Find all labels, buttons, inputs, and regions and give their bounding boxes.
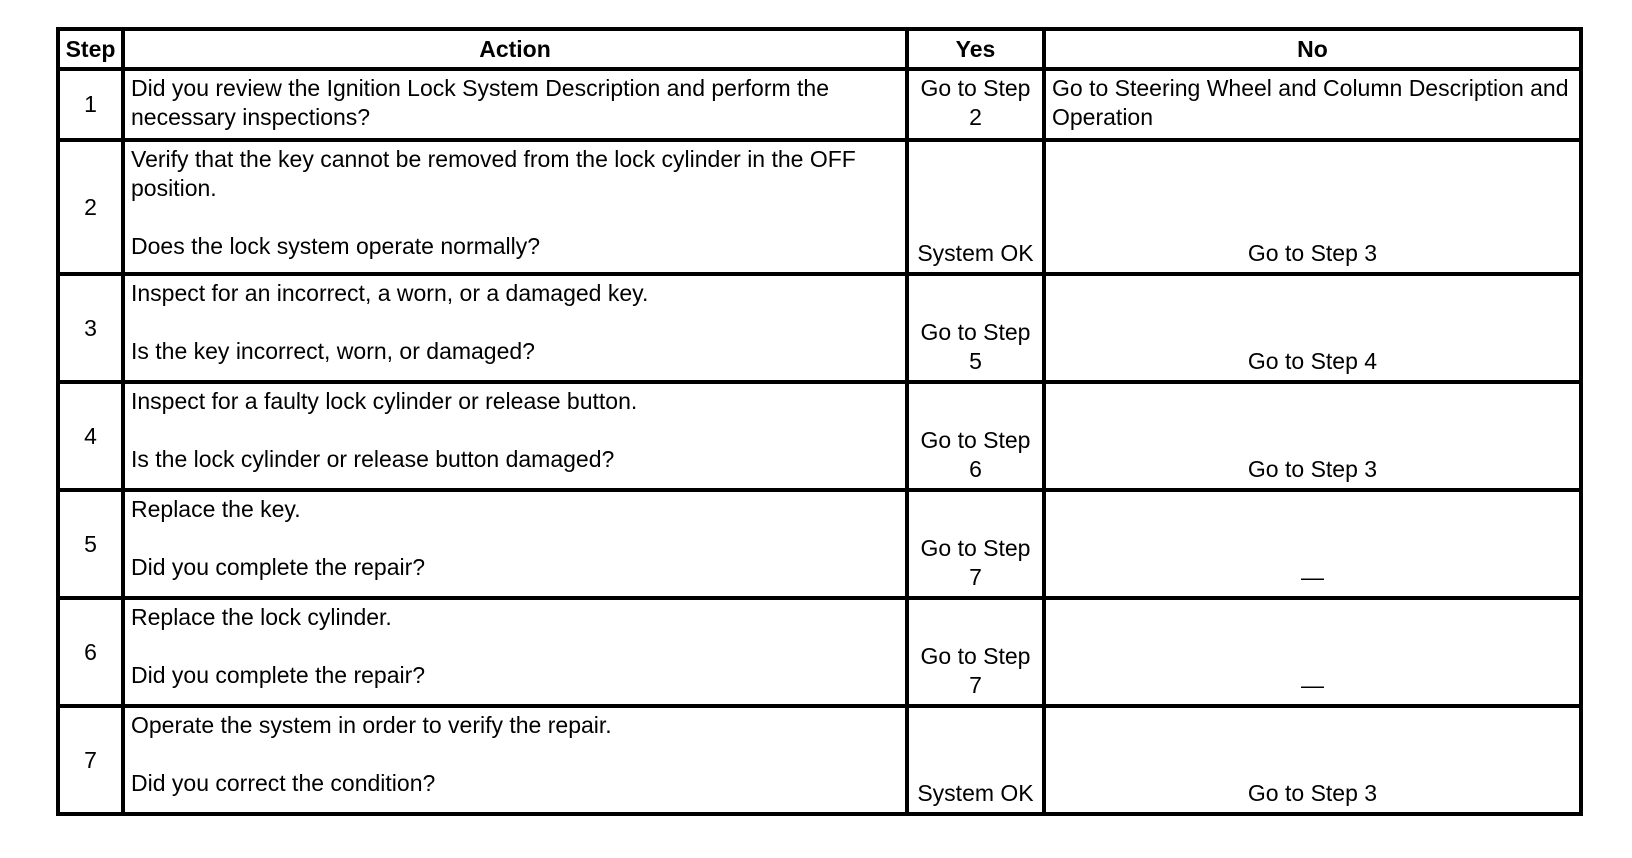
step-number: 5 <box>58 490 123 598</box>
yes-result: Go to Step 2 <box>907 69 1044 140</box>
no-result: — <box>1044 490 1581 598</box>
yes-result: Go to Step 7 <box>907 490 1044 598</box>
action-cell <box>123 706 907 814</box>
yes-result: Go to Step 7 <box>907 598 1044 706</box>
yes-result: System OK <box>907 140 1044 274</box>
header-no: No <box>1044 29 1581 69</box>
action-cell <box>123 490 907 598</box>
no-result: Go to Step 3 <box>1044 382 1581 490</box>
diagnostic-table <box>56 27 1583 816</box>
no-result: Go to Step 3 <box>1044 706 1581 814</box>
yes-result: System OK <box>907 706 1044 814</box>
no-result: Go to Step 3 <box>1044 140 1581 274</box>
header-step: Step <box>58 29 123 69</box>
table-row <box>58 490 1581 598</box>
action-cell <box>123 140 907 274</box>
no-result: Go to Steering Wheel and Column Description and Operation <box>1044 69 1581 140</box>
table-row <box>58 140 1581 274</box>
action-cell <box>123 598 907 706</box>
table-row <box>58 274 1581 382</box>
action-cell <box>123 382 907 490</box>
action-cell <box>123 69 907 140</box>
step-number: 2 <box>58 140 123 274</box>
no-result: Go to Step 4 <box>1044 274 1581 382</box>
table-row <box>58 598 1581 706</box>
action-text: Inspect for a faulty lock cylinder or release button. <box>131 388 638 414</box>
table-row <box>58 69 1581 140</box>
action-question: Is the lock cylinder or release button damaged? <box>131 446 615 472</box>
step-number: 7 <box>58 706 123 814</box>
yes-result: Go to Step 5 <box>907 274 1044 382</box>
table-row <box>58 382 1581 490</box>
action-cell <box>123 274 907 382</box>
header-yes: Yes <box>907 29 1044 69</box>
step-number: 6 <box>58 598 123 706</box>
action-text: Replace the lock cylinder. <box>131 604 392 630</box>
action-question: Does the lock system operate normally? <box>131 233 541 259</box>
step-number: 4 <box>58 382 123 490</box>
step-number: 3 <box>58 274 123 382</box>
action-text: Verify that the key cannot be removed from the lock cylinder in the OFF position. <box>131 146 863 201</box>
action-text: Did you review the Ignition Lock System Description and perform the necessary inspections? <box>131 75 836 130</box>
table-row <box>58 706 1581 814</box>
action-question: Is the key incorrect, worn, or damaged? <box>131 338 535 364</box>
action-question: Did you complete the repair? <box>131 662 426 688</box>
step-number: 1 <box>58 69 123 140</box>
no-result: — <box>1044 598 1581 706</box>
yes-result: Go to Step 6 <box>907 382 1044 490</box>
action-text: Replace the key. <box>131 496 301 522</box>
action-text: Inspect for an incorrect, a worn, or a damaged key. <box>131 280 649 306</box>
action-question: Did you correct the condition? <box>131 770 436 796</box>
header-row <box>58 29 1581 69</box>
action-question: Did you complete the repair? <box>131 554 426 580</box>
header-action: Action <box>123 29 907 69</box>
action-text: Operate the system in order to verify the repair. <box>131 712 612 738</box>
